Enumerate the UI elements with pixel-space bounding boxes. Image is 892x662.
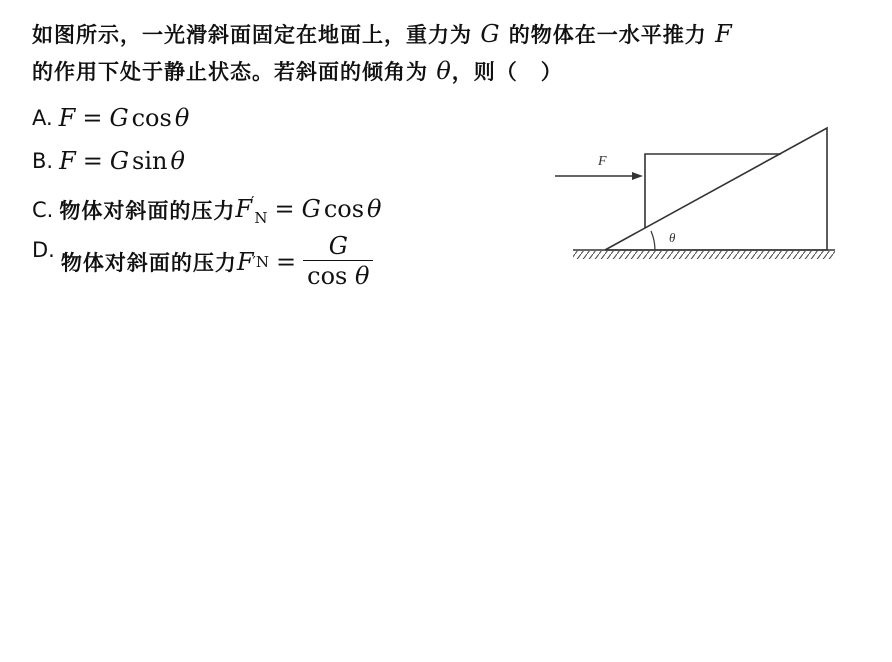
formula-fn: cos bbox=[323, 195, 365, 223]
stem-line-2 bbox=[32, 53, 864, 90]
stem-line-1 bbox=[32, 16, 864, 53]
force-arrow-head bbox=[632, 172, 643, 180]
option-c[interactable] bbox=[32, 193, 381, 227]
formula-lhs: F bbox=[235, 195, 252, 223]
stem-text: ，则（ bbox=[451, 60, 518, 84]
formula-prime: ′ bbox=[252, 252, 256, 271]
incline-wedge bbox=[605, 128, 827, 250]
option-a[interactable] bbox=[32, 104, 189, 132]
formula-subscript: N bbox=[255, 252, 270, 271]
formula-coef: G bbox=[109, 104, 129, 132]
option-b[interactable] bbox=[32, 147, 185, 175]
fraction-denominator bbox=[303, 261, 373, 291]
option-letter: C. bbox=[32, 198, 54, 222]
question-stem bbox=[32, 16, 864, 90]
stem-text: 如图所示，一光滑斜面固定在地面上，重力为 bbox=[32, 23, 472, 47]
formula-eq: = bbox=[274, 195, 295, 223]
angle-arc bbox=[651, 231, 655, 250]
option-text: 物体对斜面的压力 bbox=[60, 250, 237, 275]
formula-lhs: F bbox=[236, 247, 254, 276]
formula-lhs: F bbox=[59, 147, 76, 175]
angle-label: θ bbox=[669, 230, 676, 245]
fraction bbox=[303, 232, 373, 291]
option-letter: B. bbox=[32, 149, 54, 173]
ground-hatching bbox=[573, 251, 835, 259]
option-formula bbox=[59, 104, 190, 132]
formula-coef: G bbox=[109, 147, 130, 175]
option-letter: D. bbox=[32, 238, 55, 262]
variable-theta: θ bbox=[436, 57, 452, 85]
option-d-body bbox=[61, 232, 374, 291]
formula-subscript: N bbox=[254, 209, 268, 227]
variable-g: G bbox=[480, 20, 501, 48]
formula-fn: sin bbox=[132, 147, 168, 175]
fraction-numerator: G bbox=[328, 232, 348, 260]
option-letter: A. bbox=[32, 106, 53, 130]
formula-fn: cos bbox=[131, 104, 172, 132]
formula-fn: cos bbox=[307, 262, 348, 290]
option-d[interactable] bbox=[32, 228, 373, 291]
formula-arg: θ bbox=[367, 195, 382, 223]
option-formula bbox=[237, 232, 374, 291]
formula-coef: G bbox=[301, 195, 321, 223]
stem-text: 的物体在一水平推力 bbox=[508, 23, 707, 47]
answer-blank[interactable] bbox=[518, 60, 541, 84]
incline-diagram bbox=[545, 118, 845, 268]
formula-prime: ′ bbox=[251, 193, 255, 211]
formula-arg: θ bbox=[355, 262, 370, 290]
stem-text: 的作用下处于静止状态。若斜面的倾角为 bbox=[32, 60, 428, 84]
formula-eq: = bbox=[82, 147, 103, 175]
option-text: 物体对斜面的压力 bbox=[59, 199, 236, 223]
force-label: F bbox=[598, 154, 607, 169]
variable-f: F bbox=[715, 20, 733, 48]
formula-lhs: F bbox=[58, 104, 76, 132]
formula-arg: θ bbox=[170, 147, 185, 175]
stem-text: ） bbox=[540, 60, 563, 84]
option-formula bbox=[59, 147, 185, 175]
formula-arg: θ bbox=[174, 104, 190, 132]
formula-eq: = bbox=[82, 104, 103, 132]
formula-eq: = bbox=[276, 247, 297, 276]
option-formula bbox=[235, 193, 381, 227]
